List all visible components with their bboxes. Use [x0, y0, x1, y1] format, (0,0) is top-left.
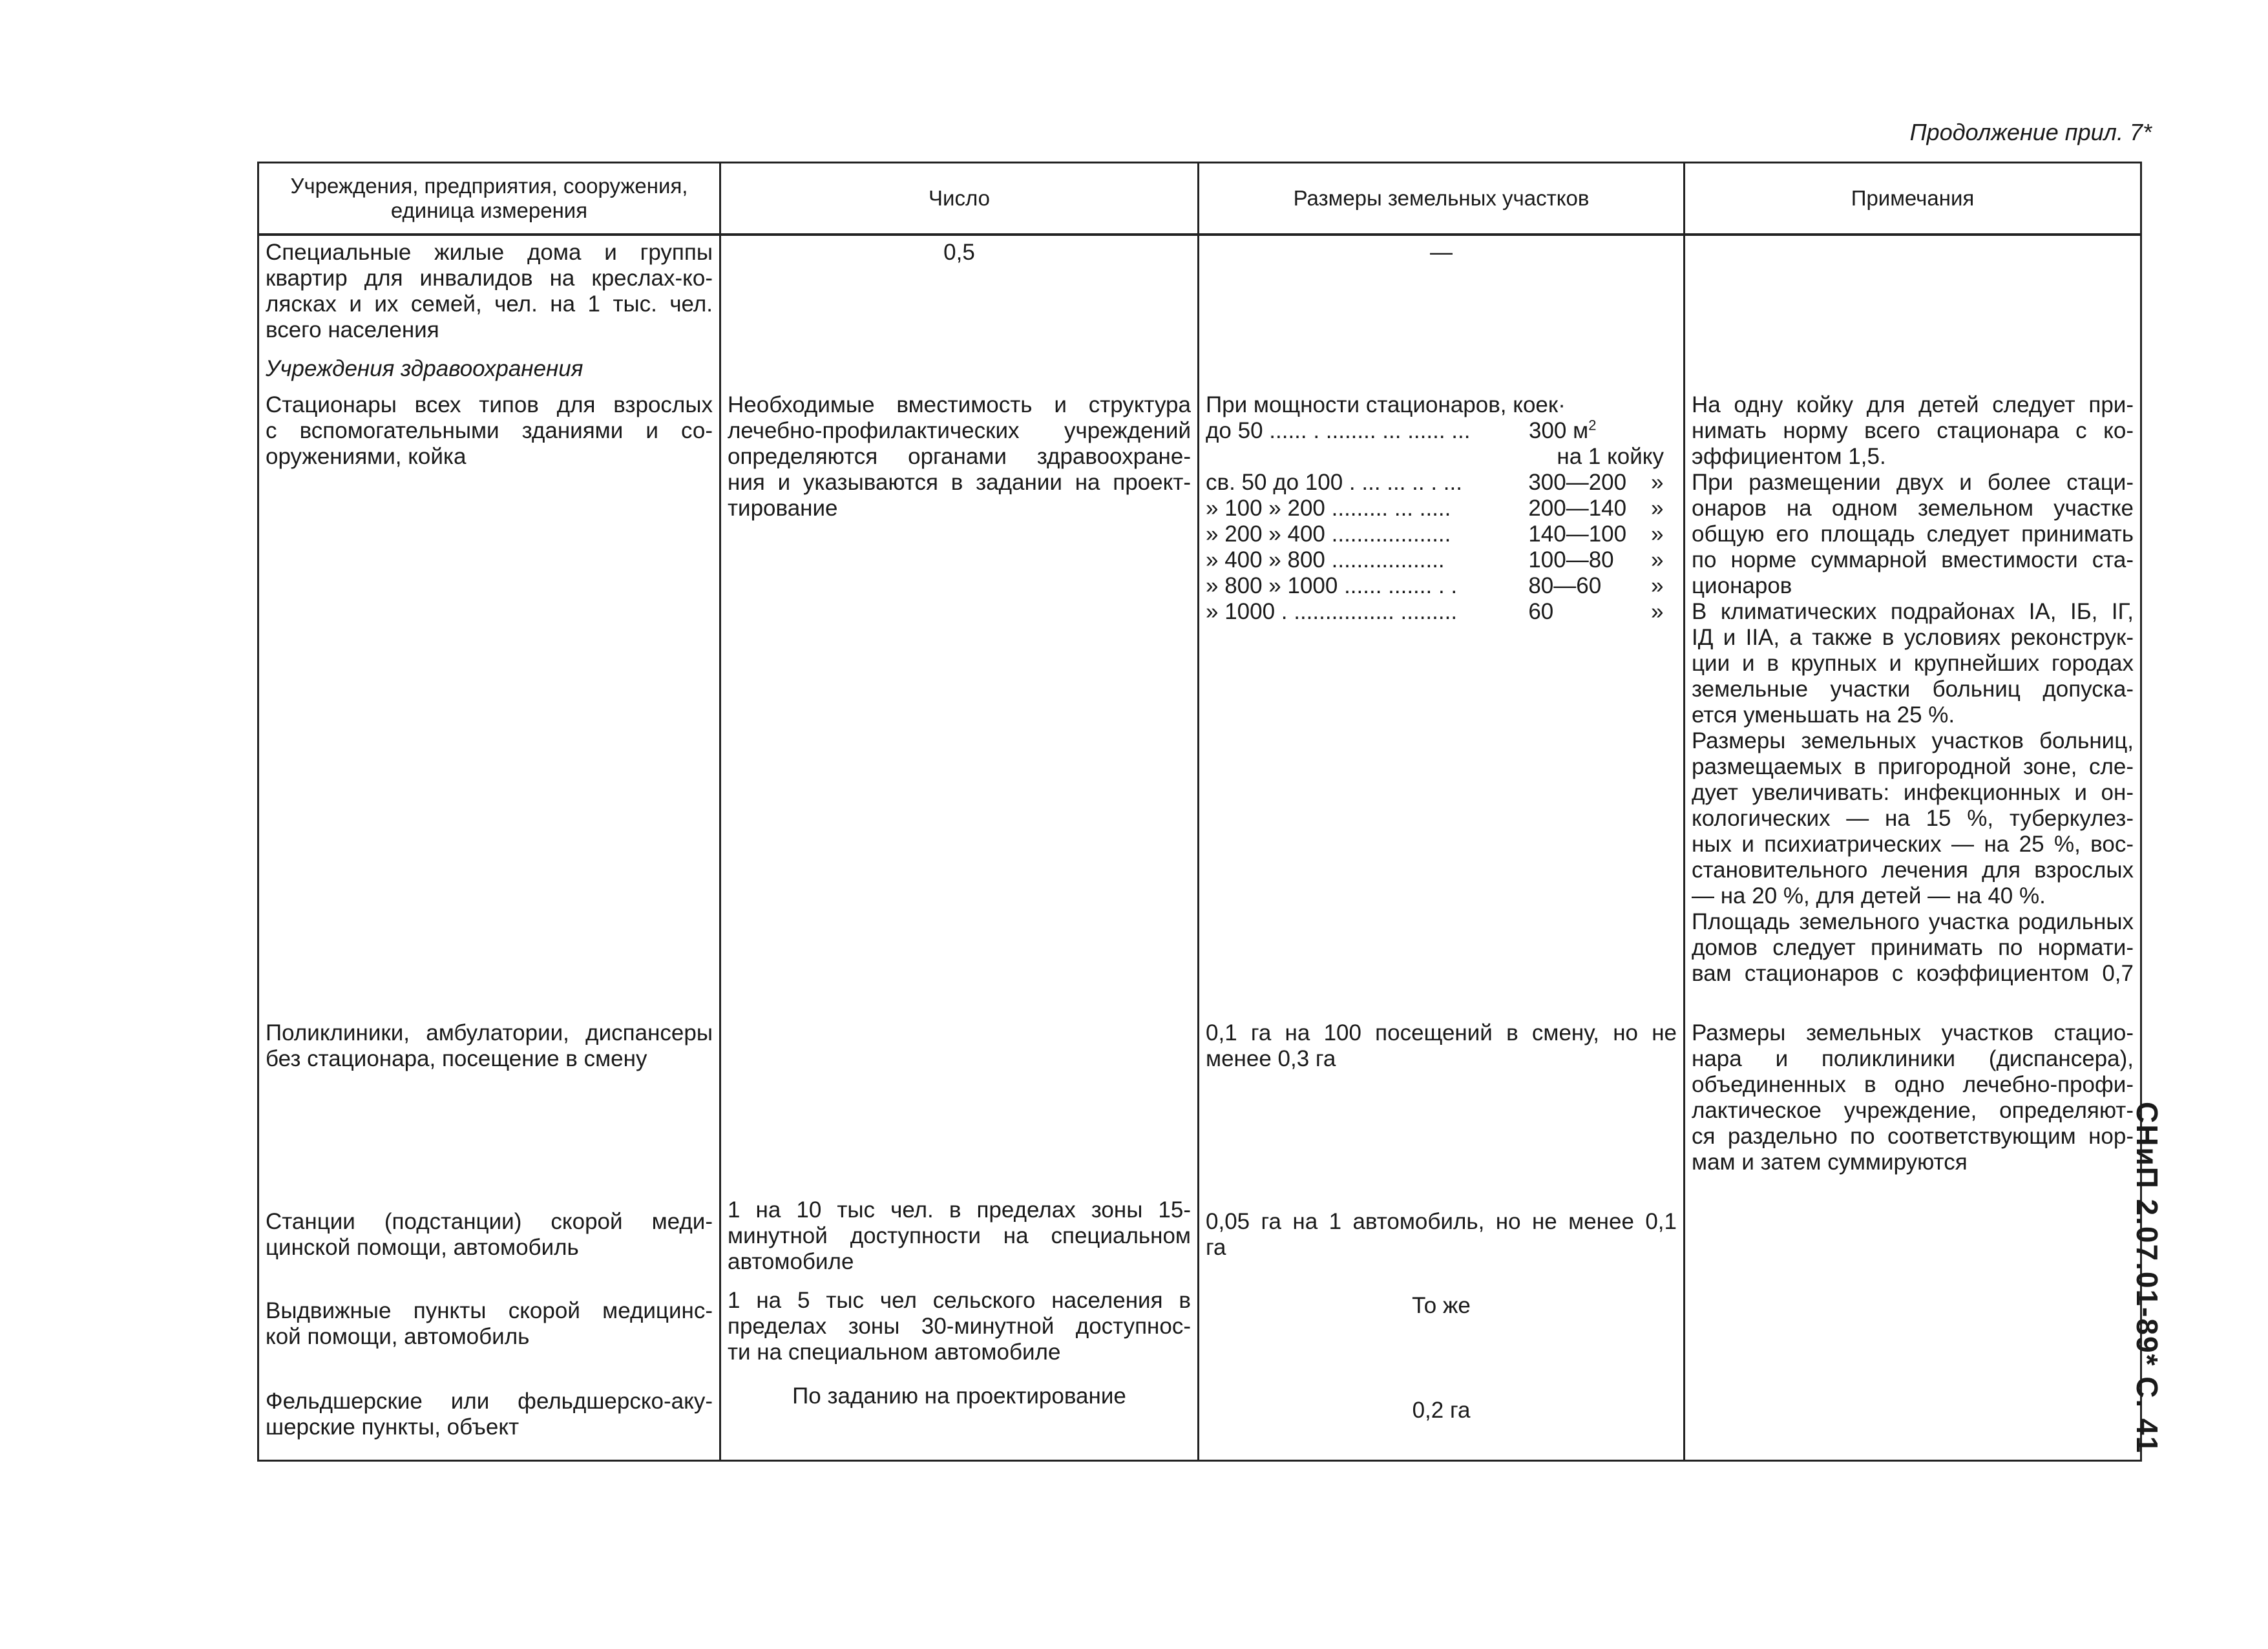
table-header-row — [258, 163, 2141, 235]
size-line — [1206, 599, 1677, 625]
text-line: определяются органами здравоохране- — [728, 444, 1191, 469]
text-line: пределах зоны 30-минутной доступнос- — [728, 1314, 1191, 1339]
facility-cell — [258, 991, 720, 1179]
text-line: Необходимые вместимость и структура — [728, 392, 1191, 417]
text-line: лясках и их семей, чел. на 1 тыс. чел. — [266, 291, 713, 317]
text-line: по норме суммарной вместимости ста- — [1692, 547, 2134, 572]
facility-cell — [258, 1179, 720, 1279]
size-value: 200—140 — [1528, 496, 1627, 521]
text-line: с вспомогательными зданиями и со- — [266, 418, 713, 443]
header-land-size: Размеры земельных участков — [1199, 163, 1685, 235]
text-line: объединенных в одно лечебно-профи- — [1692, 1072, 2134, 1097]
text-line: Поликлиники, амбулатории, диспансеры — [266, 1020, 713, 1045]
text-line: тирование — [728, 496, 838, 521]
superscript: 2 — [1588, 417, 1597, 434]
size-cell: — — [1199, 235, 1685, 347]
size-range: » 200 » 400 ................... — [1206, 521, 1451, 547]
size-value-text: 300 м — [1529, 418, 1589, 443]
size-range: » 400 » 800 .................. — [1206, 547, 1445, 572]
table-row — [258, 991, 2141, 1179]
text-line: Размеры земельных участков больниц, — [1692, 728, 2134, 753]
size-heading: При мощности стационаров, коек· — [1206, 392, 1566, 417]
size-value: 140—100 — [1528, 521, 1627, 547]
size-range: до 50 ...... . ........ ... ...... ... — [1206, 418, 1471, 443]
size-cell: 0,2 га — [1199, 1369, 1685, 1461]
size-unit: » — [1651, 573, 1664, 598]
text-line: онаров на одном земельном участке — [1692, 496, 2134, 521]
notes-cell — [1685, 235, 2141, 347]
count-cell — [720, 1179, 1199, 1279]
text-line: домов следует принимать по нормати- — [1692, 935, 2134, 960]
text-line: В климатических подрайонах IA, IБ, IГ, — [1692, 599, 2134, 624]
text-line: — на 20 %, для детей — на 40 %. — [1692, 883, 2046, 909]
count-cell — [720, 388, 1199, 991]
text-line: земельные участки больниц допуска- — [1692, 677, 2134, 702]
facility-cell — [258, 1279, 720, 1369]
facility-cell — [258, 388, 720, 991]
size-cell — [1199, 1179, 1685, 1279]
text-line: ти на специальном автомобиле — [728, 1339, 1061, 1365]
count-cell — [720, 1279, 1199, 1369]
size-line — [1206, 418, 1677, 444]
text-line: кологических — на 15 %, туберкулез- — [1692, 806, 2134, 831]
table-row — [258, 235, 2141, 347]
text-line: лактическое учреждение, определяют- — [1692, 1098, 2134, 1123]
text-line: минутной доступности на специальном — [728, 1223, 1191, 1248]
text-line: 1 на 10 тыс чел. в пределах зоны 15- — [728, 1197, 1191, 1223]
header-notes: Примечания — [1685, 163, 2141, 235]
text-line: IД и IIA, а также в условиях реконструк- — [1692, 625, 2134, 650]
size-unit: » — [1651, 599, 1664, 624]
empty-cell — [1199, 347, 1685, 388]
text-line: 0,1 га на 100 посещений в смену, но не — [1206, 1020, 1677, 1045]
text-line: цинской помощи, автомобиль — [266, 1235, 579, 1260]
text-line: размещаемых в пригородной зоне, сле- — [1692, 754, 2134, 779]
size-unit: » — [1651, 521, 1664, 547]
size-line — [1206, 496, 1677, 521]
text-line: га — [1206, 1235, 1226, 1260]
text-line: ся раздельно по соответствующим нор- — [1692, 1124, 2134, 1149]
size-line — [1206, 470, 1677, 496]
notes-cell — [1685, 1369, 2141, 1461]
empty-cell — [1685, 347, 2141, 388]
text-line: ных и психиатрических — на 25 %, вос- — [1692, 832, 2134, 857]
text-line: мам и затем суммируются — [1692, 1150, 1968, 1175]
count-cell: По заданию на проектирование — [720, 1369, 1199, 1461]
text-line: 0,05 га на 1 автомобиль, но не менее 0,1 — [1206, 1209, 1677, 1234]
header-count: Число — [720, 163, 1199, 235]
text-line: ется уменьшать на 25 %. — [1692, 702, 1955, 728]
size-value: на 1 койку — [1557, 444, 1664, 469]
size-cell — [1199, 991, 1685, 1179]
size-range: » 100 » 200 ......... ... ..... — [1206, 496, 1451, 521]
table-row — [258, 1369, 2141, 1461]
size-cell — [1199, 388, 1685, 991]
size-line — [1206, 521, 1677, 547]
table-row — [258, 1179, 2141, 1279]
size-line — [1206, 444, 1677, 470]
text-line: дует увеличивать: инфекционных и он- — [1692, 780, 2134, 805]
size-value — [1529, 418, 1652, 444]
document-code: СНиП 2.07.01-89* С. 41 — [2130, 1102, 2164, 1455]
text-line: Специальные жилые дома и группы — [266, 240, 713, 265]
text-line: Размеры земельных участков стацио- — [1692, 1020, 2134, 1045]
text-line: автомобиле — [728, 1249, 854, 1274]
text-line: шерские пункты, объект — [266, 1414, 520, 1440]
text-line: Стационары всех типов для взрослых — [266, 392, 713, 417]
text-line: без стационара, посещение в смену — [266, 1046, 647, 1071]
text-line: ционаров — [1692, 573, 1792, 598]
text-line: оружениями, койка — [266, 444, 467, 469]
count-cell: 0,5 — [720, 235, 1199, 347]
size-value: 100—80 — [1528, 547, 1614, 572]
text-line: нимать норму всего стационара с ко- — [1692, 418, 2134, 443]
size-range: св. 50 до 100 . ... ... .. . ... — [1206, 470, 1462, 495]
size-range: » 800 » 1000 ...... ....... . . — [1206, 573, 1458, 598]
text-line: общую его площадь следует принимать — [1692, 521, 2134, 547]
text-line: ции и в крупных и крупнейших городах — [1692, 651, 2134, 676]
text-line: менее 0,3 га — [1206, 1046, 1336, 1071]
text-line: лечебно-профилактических учреждений — [728, 418, 1191, 443]
text-line: При размещении двух и более стаци- — [1692, 470, 2134, 495]
size-value: 300—200 — [1528, 470, 1627, 495]
size-unit: » — [1651, 470, 1664, 495]
text-line: кой помощи, автомобиль — [266, 1324, 530, 1349]
text-line: На одну койку для детей следует при- — [1692, 392, 2134, 417]
text-line: эффициентом 1,5. — [1692, 444, 1886, 469]
table-row — [258, 1279, 2141, 1369]
size-unit: » — [1651, 547, 1664, 572]
notes-cell — [1685, 1179, 2141, 1279]
text-line: Станции (подстанции) скорой меди- — [266, 1209, 713, 1234]
notes-cell — [1685, 1279, 2141, 1369]
table-row — [258, 388, 2141, 991]
text-line: квартир для инвалидов на креслах-ко- — [266, 266, 713, 291]
text-line: Площадь земельного участка родильных — [1692, 909, 2134, 934]
continuation-note: Продолжение прил. 7* — [1909, 119, 2152, 145]
text-line: становительного лечения для взрослых — [1692, 857, 2134, 883]
size-value: 60 — [1528, 599, 1554, 624]
text-line: нара и поликлиники (диспансера), — [1692, 1046, 2134, 1071]
text-line: вам стационаров с коэффициентом 0,7 — [1692, 961, 2134, 986]
size-cell: То же — [1199, 1279, 1685, 1369]
notes-cell — [1685, 388, 2141, 991]
notes-cell — [1685, 991, 2141, 1179]
text-line: Фельдшерские или фельдшерско-аку- — [266, 1389, 713, 1414]
section-title: Учреждения здравоохранения — [258, 347, 720, 388]
text-line: ния и указываются в задании на проект- — [728, 470, 1191, 495]
facility-cell — [258, 235, 720, 347]
size-line — [1206, 547, 1677, 573]
size-line — [1206, 573, 1677, 599]
text-line: всего населения — [266, 317, 439, 342]
section-row — [258, 347, 2141, 388]
facilities-table — [257, 162, 2142, 1462]
facility-cell — [258, 1369, 720, 1461]
size-value: 80—60 — [1528, 573, 1602, 598]
size-range: » 1000 . ................ ......... — [1206, 599, 1458, 624]
size-unit: » — [1651, 496, 1664, 521]
count-cell — [720, 991, 1199, 1179]
empty-cell — [720, 347, 1199, 388]
header-facility: Учреждения, предприятия, сооружения, единица измерения — [258, 163, 720, 235]
text-line: Выдвижные пункты скорой медицинс- — [266, 1298, 713, 1323]
text-line: 1 на 5 тыс чел сельского населения в — [728, 1288, 1191, 1313]
